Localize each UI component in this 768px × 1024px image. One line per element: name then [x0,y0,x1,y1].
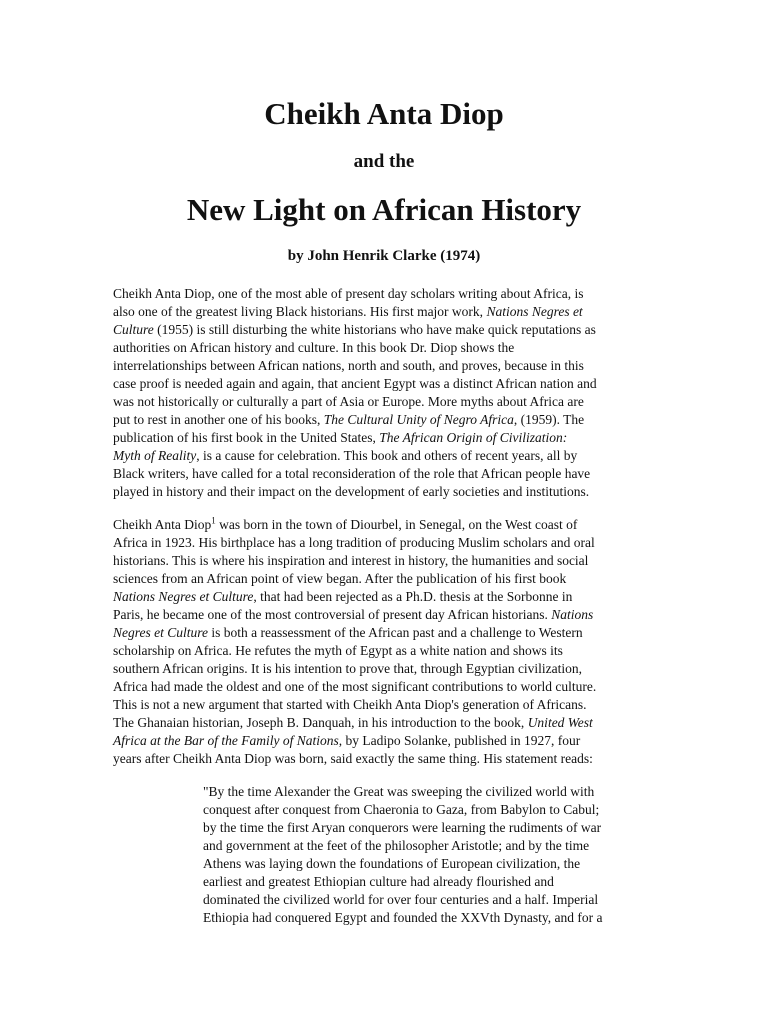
text-line: years after Cheikh Anta Diop was born, said exactly the same thing. His statement reads: [113,751,593,766]
text-line: Africa in 1923. His birthplace has a long tradition of producing Muslim scholars and oral [113,535,595,550]
text-line: The Ghanaian historian, Joseph B. Danquah, in his introduction to the book, United West [113,715,593,730]
text-line: This is not a new argument that started with Cheikh Anta Diop's generation of Africans. [113,697,587,712]
text-line: played in history and their impact on the development of early societies and institutions. [113,484,590,499]
quote-line: "By the time Alexander the Great was sweeping the civilized world with [203,784,595,799]
text-line: case proof is needed again and again, that ancient Egypt was a distinct African nation and [113,376,597,391]
text-line: Africa at the Bar of the Family of Nations, by Ladipo Solanke, published in 1927, four [113,733,581,748]
document-title: Cheikh Anta Diop [264,96,504,131]
text-line: scholarship on Africa. He refutes the myth of Egypt as a white nation and shows its [113,643,563,658]
text-line: Cheikh Anta Diop, one of the most able of present day scholars writing about Africa, is [113,286,584,301]
text-line: Negres et Culture is both a reassessment of the African past and a challenge to Western [113,625,583,640]
book-title: Myth of Reality [113,448,197,463]
text-line: interrelationships between African nations, north and south, and proves, because in this [113,358,584,373]
book-title: Nations [551,607,594,622]
book-title: United West [527,715,593,730]
book-title: Negres et Culture [113,625,208,640]
block-quote [203,783,661,927]
book-title: The African Origin of Civilization: [379,430,568,445]
book-title: Africa at the Bar of the Family of Nations [113,733,339,748]
text-line: also one of the greatest living Black historians. His first major work, Nations Negres et [113,304,583,319]
quote-line: dominated the civilized world for over four centuries and a half. Imperial [203,892,599,907]
quote-line: Athens was laying down the foundations of European civilization, the [203,856,581,871]
text-line: Cheikh Anta Diop$^1$ was born in the town of Diourbel, in Senegal, on the West coast of [113,515,578,532]
document-subtitle: New Light on African History [186,192,582,227]
text-line: sciences from an African point of view began. After the publication of his first book [113,571,567,586]
title-connector: and the [353,151,415,172]
quote-line: by the time the first Aryan conquerors were learning the rudiments of war [203,820,602,835]
text-line: Africa had made the oldest and one of the most significant contributions to world culture. [113,679,597,694]
quote-line: conquest after conquest from Chaeronia to Gaza, from Babylon to Cabul; [203,802,600,817]
quote-line: Ethiopia had conquered Egypt and founded the XXVth Dynasty, and for a [203,910,603,925]
footnote-marker: 1 [211,515,216,526]
text-line: Culture (1955) is still disturbing the white historians who have make quick reputations as [113,322,596,337]
text-line: put to rest in another one of his books, The Cultural Unity of Negro Africa, (1959). The [113,412,585,427]
paragraph-2 [113,516,661,768]
book-title: Nations Negres et [486,304,583,319]
text-line: publication of his first book in the United States, The African Origin of Civilization: [113,430,568,445]
text-line: was not historically or culturally a part of Asia or Europe. More myths about Africa are [113,394,584,409]
quote-line: and government at the feet of the philosopher Aristotle; and by the time [203,838,590,853]
text-line: historians. This is where his inspiration and interest in history, the humanities and social [113,553,589,568]
text-line: authorities on African history and culture. In this book Dr. Diop shows the [113,340,515,355]
byline: by John Henrik Clarke (1974) [287,248,481,264]
text-line: Nations Negres et Culture, that had been rejected as a Ph.D. thesis at the Sorbonne in [113,589,573,604]
quote-line: earliest and greatest Ethiopian culture had already flourished and [203,874,554,889]
text-line: Paris, he became one of the most controversial of present day African historians. Nations [113,607,594,622]
text-line: Myth of Reality, is a cause for celebration. This book and others of recent years, all by [113,448,578,463]
text-line: southern African origins. It is his intention to prove that, through Egyptian civilization, [113,661,583,676]
book-title: Nations Negres et Culture [113,589,254,604]
text-line: Black writers, have called for a total reconsideration of the role that African people have [113,466,591,481]
book-title: The Cultural Unity of Negro Africa [323,412,514,427]
book-title: Culture [113,322,154,337]
paragraph-1 [113,285,661,501]
